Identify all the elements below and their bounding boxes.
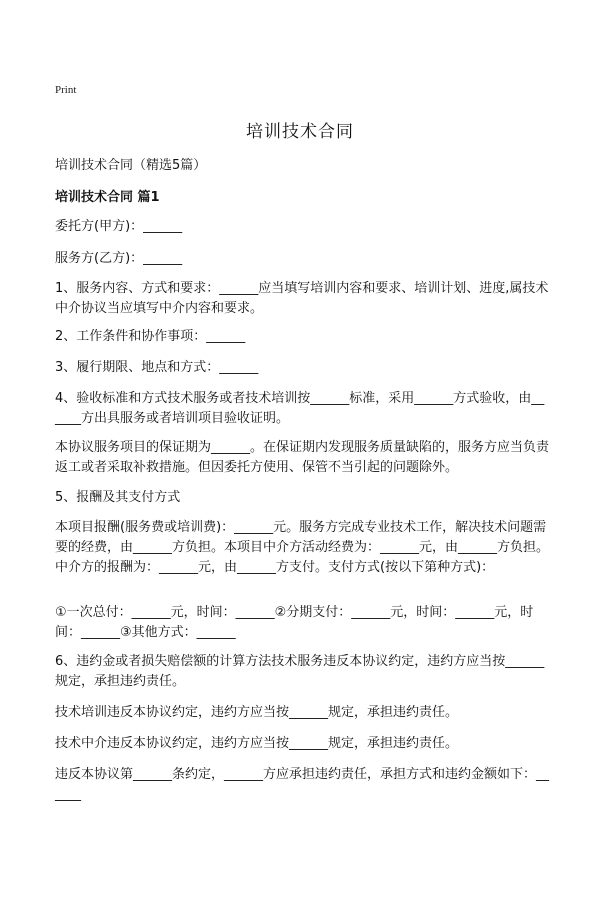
paragraph-service-content: 1、服务内容、方式和要求：______应当填写培训内容和要求、培训计划、进度,属技术中介协议当应填写中介内容和要求。 <box>55 281 549 316</box>
paragraph-penalty-intermediary: 技术中介违反本协议约定，违约方应当按______规定，承担违约责任。 <box>55 736 459 751</box>
paragraph-penalty-training: 技术培训违反本协议约定，违约方应当按______规定，承担违约责任。 <box>55 705 459 720</box>
page-title: 培训技术合同 <box>246 122 354 142</box>
paragraph-acceptance: 4、验收标准和方式技术服务或者技术培训按______标准，采用______方式验收，由______方出具服务或者培训项目验收证明。 <box>55 391 545 426</box>
section-heading: 培训技术合同 篇1 <box>55 190 160 205</box>
paragraph-breach-terms: 违反本协议第______条约定，______方应承担违约责任，承担方式和违约金额如下：______ <box>55 767 550 802</box>
paragraph-penalty-service: 6、违约金或者损失赔偿额的计算方法技术服务违反本协议约定，违约方应当按______规定，承担违约责任。 <box>55 654 545 689</box>
print-link[interactable]: Print <box>55 84 77 96</box>
paragraph-payment-heading: 5、报酬及其支付方式 <box>55 490 181 505</box>
paragraph-client: 委托方(甲方)：______ <box>55 219 183 234</box>
paragraph-working-conditions: 2、工作条件和协作事项：______ <box>55 329 246 344</box>
document-subtitle: 培训技术合同（精选5篇） <box>55 158 207 173</box>
paragraph-remuneration: 本项目报酬(服务费或培训费)：______元。服务方完成专业技术工作，解决技术问题需要的经费，由______方负担。本项目中介方活动经费为：______元，由______方负担。中介方的报酬为：______元，由______方支付。支付方式(按以下第种方式)： <box>55 520 550 575</box>
paragraph-payment-options: ①一次总付：______元，时间：______②分期支付：______元，时间：______元，时间：______③其他方式：______ <box>55 605 534 640</box>
paragraph-provider: 服务方(乙方)：______ <box>55 251 183 266</box>
paragraph-warranty: 本协议服务项目的保证期为______。在保证期内发现服务质量缺陷的，服务方应当负责返工或者采取补救措施。但因委托方使用、保管不当引起的问题除外。 <box>55 440 550 475</box>
paragraph-performance-period: 3、履行期限、地点和方式：______ <box>55 360 259 375</box>
